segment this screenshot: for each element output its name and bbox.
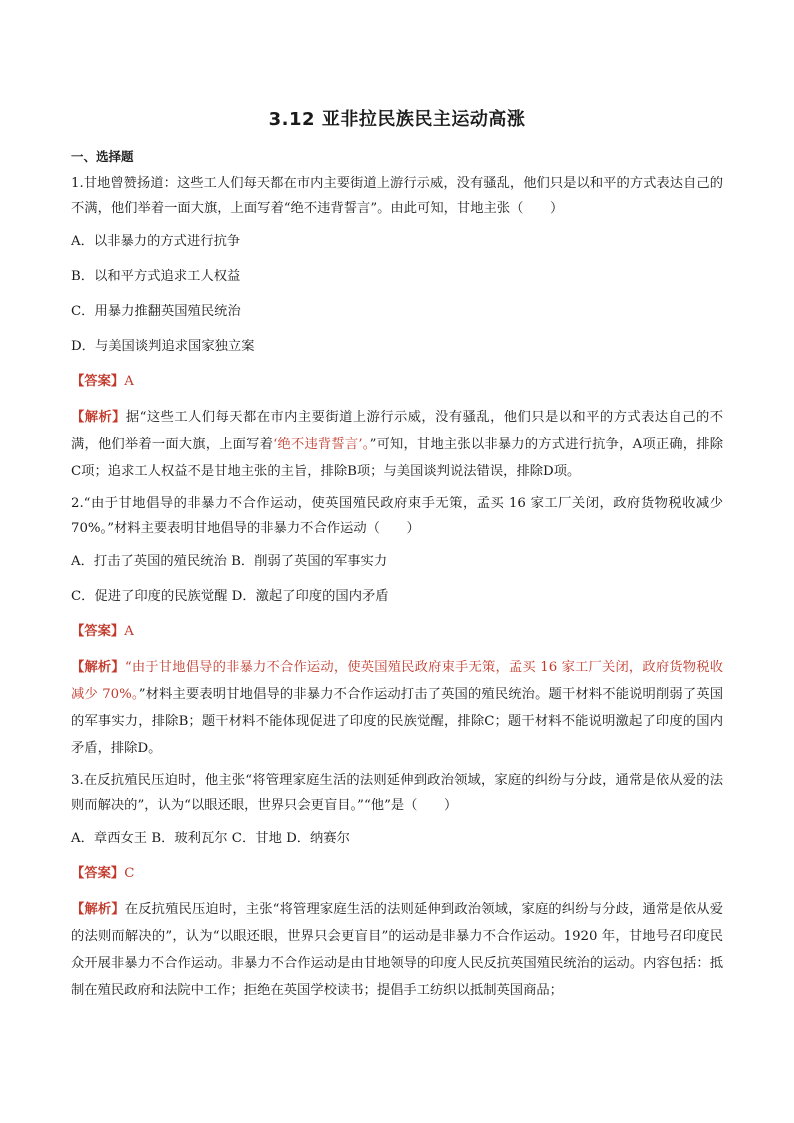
analysis-text: 据“这些工人们每天都在市内主要街道上游行示威，没有骚乱，他们只是以和平的方式表达自己的不满，他们举着一面大旗，上面写着 xyxy=(71,410,724,452)
analysis-text: ”材料主要表明甘地倡导的非暴力不合作运动打击了英国的殖民统治。题干材料不能说明削弱了英国的军事实力，排除B；题干材料不能体现促进了印度的民族觉醒，排除C；题干材料不能说明激起了印度的国内矛盾，排除D。 xyxy=(71,687,724,756)
question-1-analysis xyxy=(71,404,723,485)
question-1-option-c: C．用暴力推翻英国殖民统治 xyxy=(71,304,241,319)
question-3-options: A．章西女王 B．玻利瓦尔 C．甘地 D．纳赛尔 xyxy=(71,831,350,846)
document-page xyxy=(71,100,723,1010)
question-1-option-a: A．以非暴力的方式进行抗争 xyxy=(71,234,241,249)
analysis-tag: 【解析】 xyxy=(71,902,125,917)
question-2-analysis xyxy=(71,654,723,762)
question-3-analysis xyxy=(71,896,723,1004)
question-3-stem: 3.在反抗殖民压迫时，他主张“将管理家庭生活的法则延伸到政治领域，家庭的纠纷与分歧，通常是依从爱的法则而解决的”，认为“以眼还眼，世界只会更盲目。”“他”是（ ） xyxy=(71,773,723,813)
question-1-answer xyxy=(71,369,723,394)
analysis-text: 在反抗殖民压迫时，主张“将管理家庭生活的法则延伸到政治领域，家庭的纠纷与分歧，通常是依从爱的法则而解决的”，认为“以眼还眼，世界只会更盲目”的运动是非暴力不合作运动。1920 年，甘地号召印度民众开展非暴力不合作运动。非暴力不合作运动是由甘地领导的印度人民反抗英国殖民统治的运动。内容包括：抵制在殖民政府和法院中工作；拒绝在英国学校读书；提倡手工纺织以抵制英国商品； xyxy=(71,902,724,998)
analysis-quote: “由于甘地倡导的非暴力不合作运动，使英国殖民政府束手无策，孟买 16 家工厂关闭，政府货物税收减少 70%。 xyxy=(71,660,724,702)
question-2-options-ab: A．打击了英国的殖民统治 B．削弱了英国的军事实力 xyxy=(71,554,388,569)
answer-value: A xyxy=(124,374,134,389)
answer-value: C xyxy=(124,866,135,881)
answer-tag: 【答案】 xyxy=(71,624,125,639)
answer-tag: 【答案】 xyxy=(71,374,125,389)
question-1-stem: 1.甘地曾赞扬道：这些工人们每天都在市内主要街道上游行示威，没有骚乱，他们只是以和平的方式表达自己的不满，他们举着一面大旗，上面写着“绝不违背誓言”。由此可知，甘地主张（ ） xyxy=(71,176,723,216)
page-title: 3.12 亚非拉民族民主运动高涨 xyxy=(268,109,526,130)
analysis-quote: ‘绝不违背誓言’。 xyxy=(273,437,370,452)
analysis-tag: 【解析】 xyxy=(71,410,126,425)
question-2-stem: 2.“由于甘地倡导的非暴力不合作运动，使英国殖民政府束手无策，孟买 16 家工厂关闭，政府货物税收减少 70%。”材料主要表明甘地倡导的非暴力不合作运动（ ） xyxy=(71,496,723,536)
answer-value: A xyxy=(124,624,134,639)
question-2-options-cd: C．促进了印度的民族觉醒 D．激起了印度的国内矛盾 xyxy=(71,589,389,604)
question-1-option-b: B．以和平方式追求工人权益 xyxy=(71,269,241,284)
answer-tag: 【答案】 xyxy=(71,866,125,881)
question-2-answer xyxy=(71,619,723,644)
question-1-option-d: D．与美国谈判追求国家独立案 xyxy=(71,339,255,354)
analysis-text: ”可知，甘地主张以非暴力的方式进行抗争，A项正确，排除C项；追求工人权益不是甘地主张的主旨，排除B项；与美国谈判说法错误，排除D项。 xyxy=(71,437,724,479)
question-3-answer xyxy=(71,861,723,886)
section-heading: 一、选择题 xyxy=(71,149,134,164)
analysis-tag: 【解析】 xyxy=(71,660,125,675)
